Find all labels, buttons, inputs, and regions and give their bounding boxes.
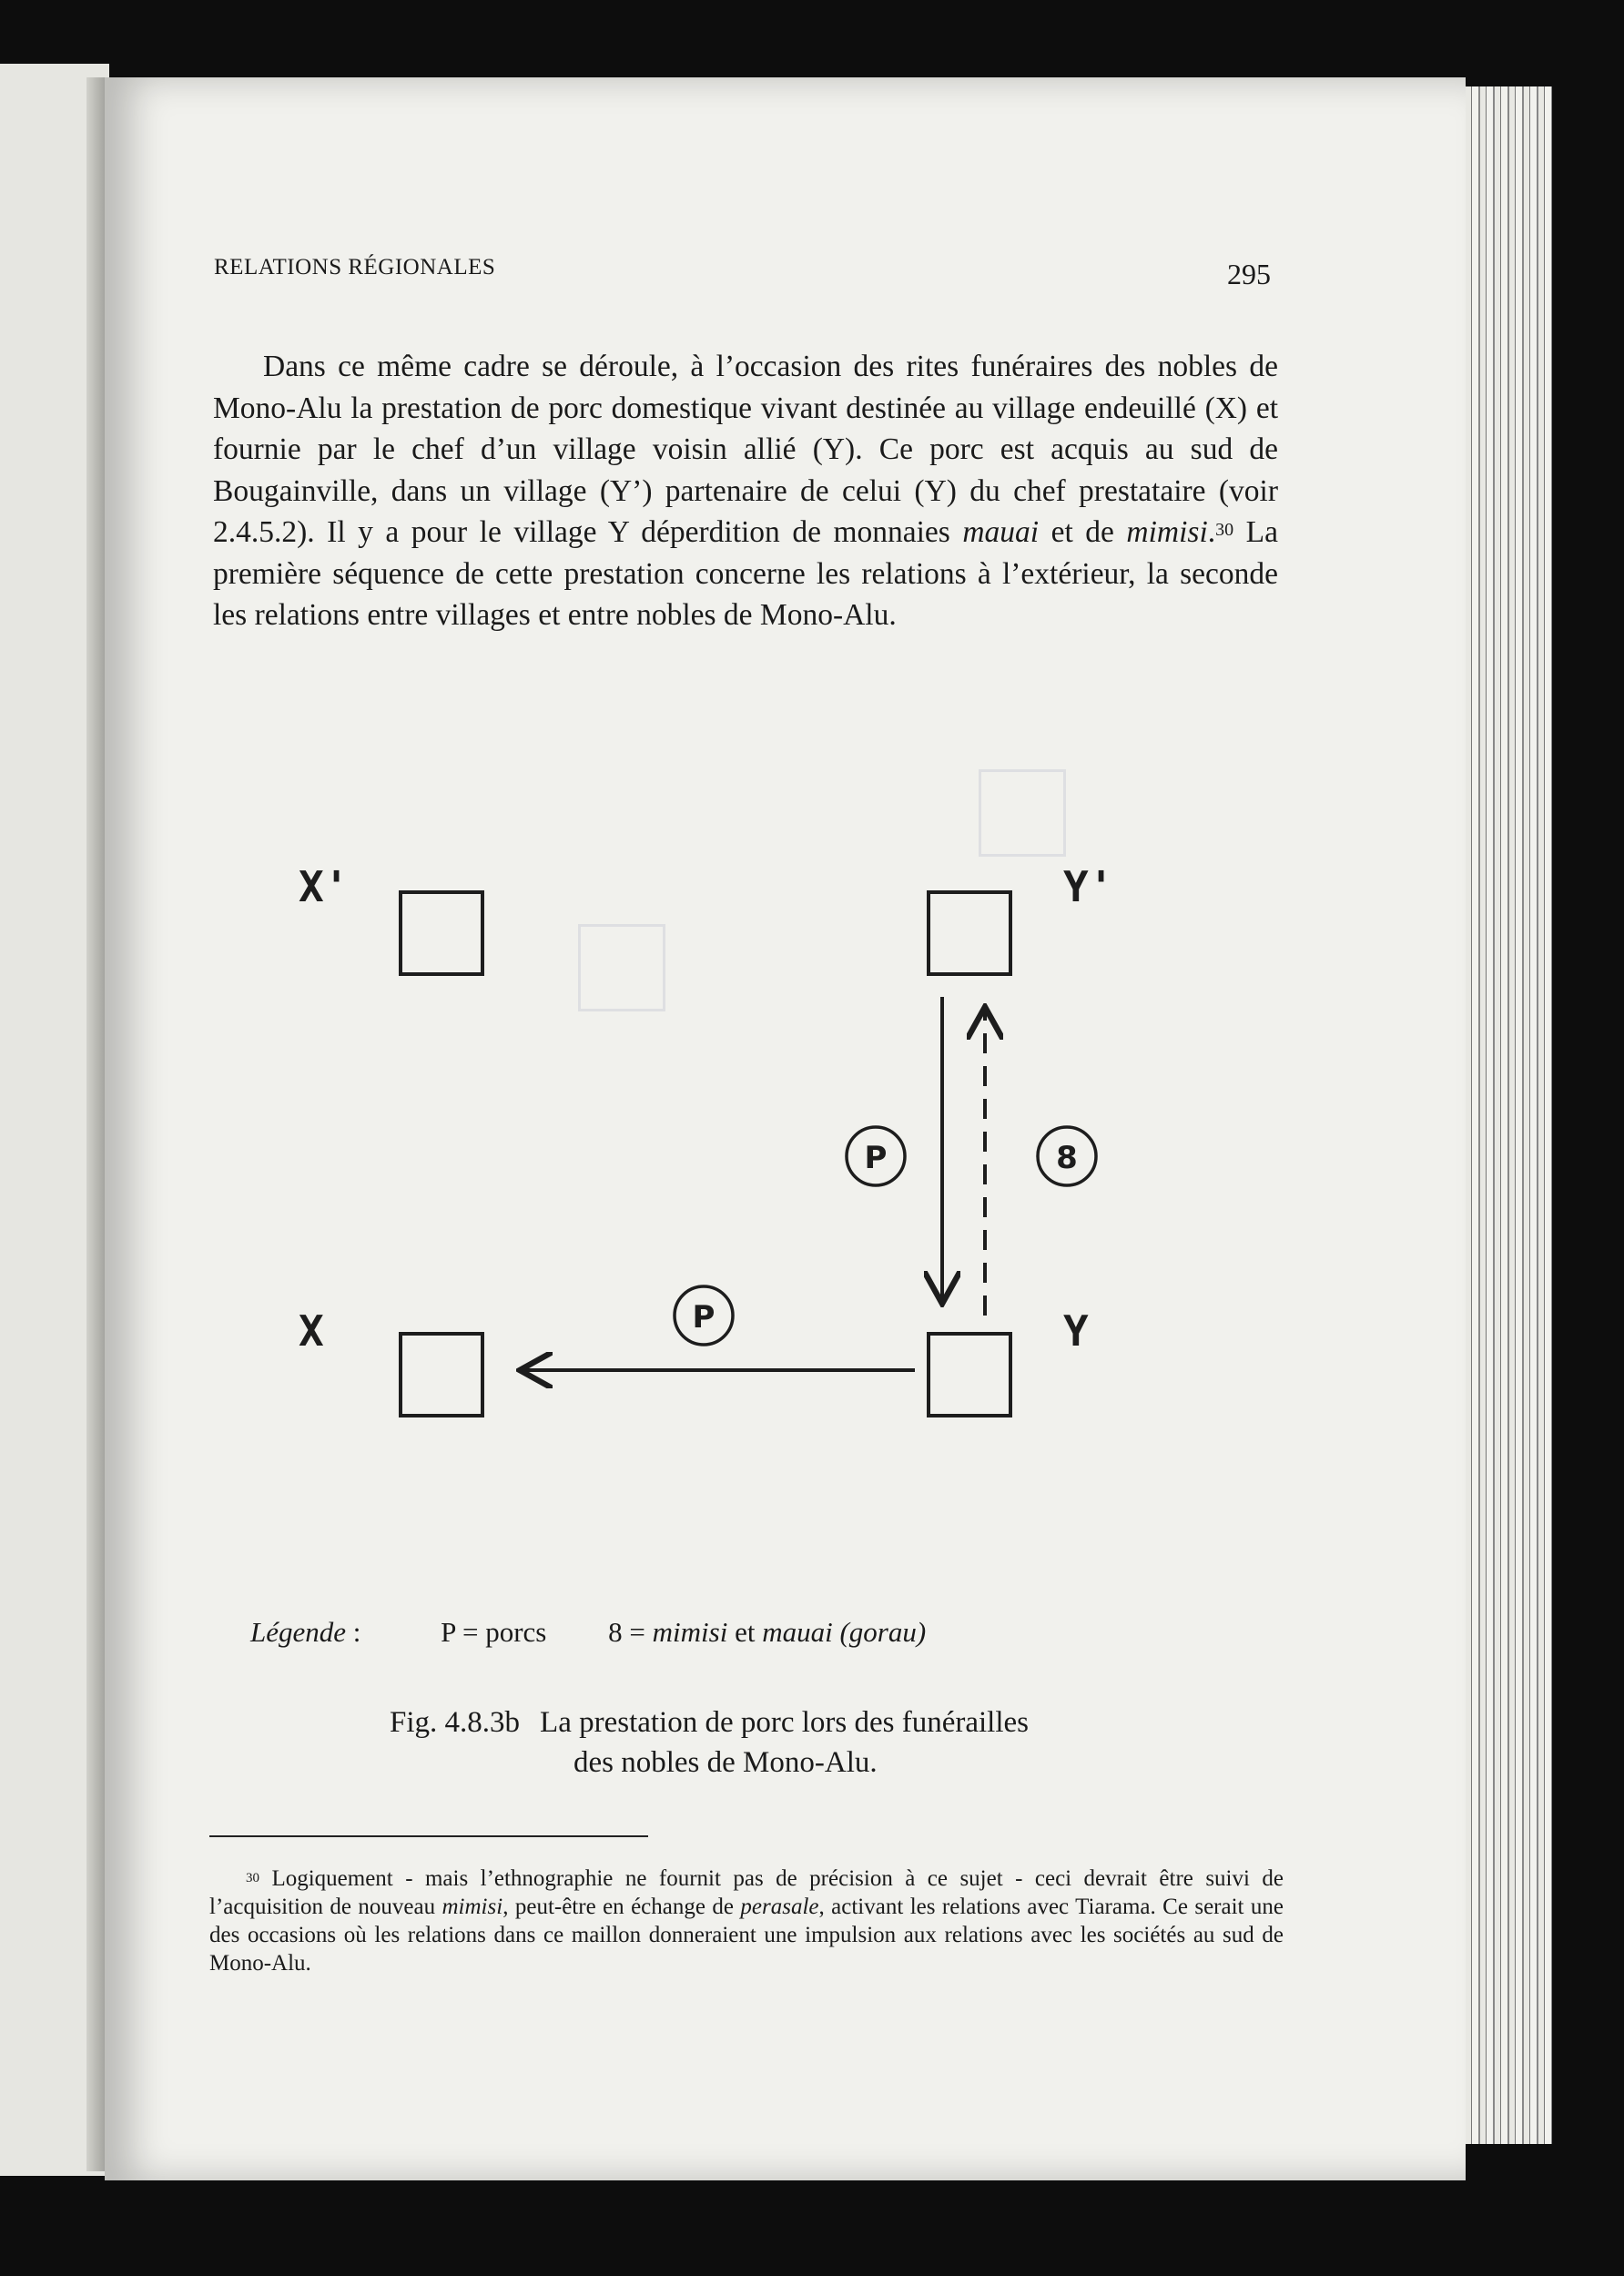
circle-label-p-horizontal: P [692, 1299, 716, 1336]
term-italic: mimisi [1126, 515, 1208, 549]
legend-currency-lead: 8 = [608, 1616, 653, 1648]
circle-label-eight: 8 [1056, 1140, 1078, 1176]
footnote-rule [209, 1835, 648, 1837]
footnote-text: Logiquement - mais l’ethnographie ne fournit pas de précision à ce sujet - ceci devrait être suivi de l’acquisition de nouveau [209, 1866, 1284, 1919]
footnote-text: , peut-être en échange de [502, 1895, 741, 1919]
caption-line-2: des nobles de Mono-Alu. [573, 1746, 878, 1779]
village-box-x [401, 1334, 482, 1416]
label-y-prime: Y' [1063, 862, 1114, 911]
label-x: X [299, 1306, 324, 1356]
footnote-italic: mimisi [442, 1895, 503, 1919]
caption-line-1: La prestation de porc lors des funérailles [540, 1706, 1030, 1739]
legend-mimisi: mimisi [652, 1616, 728, 1648]
legend-et: et [727, 1616, 763, 1648]
figure-number: Fig. 4.8.3b [390, 1706, 521, 1739]
legend-colon: : [346, 1616, 361, 1648]
village-box-x-prime [401, 892, 482, 974]
circle-label-p-vertical: P [864, 1140, 888, 1176]
footnote-number: 30 [246, 1871, 259, 1885]
village-box-y [929, 1334, 1010, 1416]
diagram-legend [250, 1616, 926, 1649]
footnote-text: , activant les relations avec Tiarama. Ce serait une des occasions où les relations dans ce maillon donneraient une impulsion aux relations avec les sociétés au sud de Mono-Alu. [209, 1895, 1284, 1976]
body-text: La première séquence de cette prestation concerne les relations à l’extérieur, la seconde les relations entre villages et entre nobles de Mono-Alu. [213, 515, 1278, 632]
legend-mauai: mauai (gorau) [762, 1616, 927, 1648]
running-head: RELATIONS RÉGIONALES [214, 255, 496, 279]
village-box-y-prime [929, 892, 1010, 974]
label-x-prime: X' [299, 862, 350, 911]
body-text: et de [1039, 515, 1127, 549]
body-text: . [1207, 515, 1216, 549]
body-text: Dans ce même cadre se déroule, à l’occasion des rites funéraires des nobles de Mono-Alu la prestation de porc domestique vivant destinée au village endeuillé (X) et fournie par le chef d’un village voisin allié (Y). Ce porc est acquis au sud de Bougainville, dans un village (Y’) partenaire de celui (Y) du chef prestataire (voir 2.4.5.2). Il y a pour le village Y déperdition de monnaies [213, 350, 1278, 549]
term-italic: mauai [962, 515, 1040, 549]
page-number: 295 [1227, 258, 1271, 290]
footnote-reference: 30 [1215, 520, 1234, 540]
footnote-italic: perasale [740, 1895, 819, 1919]
figure-caption [390, 1702, 1029, 1783]
footnote [209, 1864, 1284, 1977]
label-y: Y [1063, 1306, 1089, 1356]
legend-pigs: P = porcs [441, 1616, 547, 1648]
legend-title: Légende [250, 1616, 347, 1648]
